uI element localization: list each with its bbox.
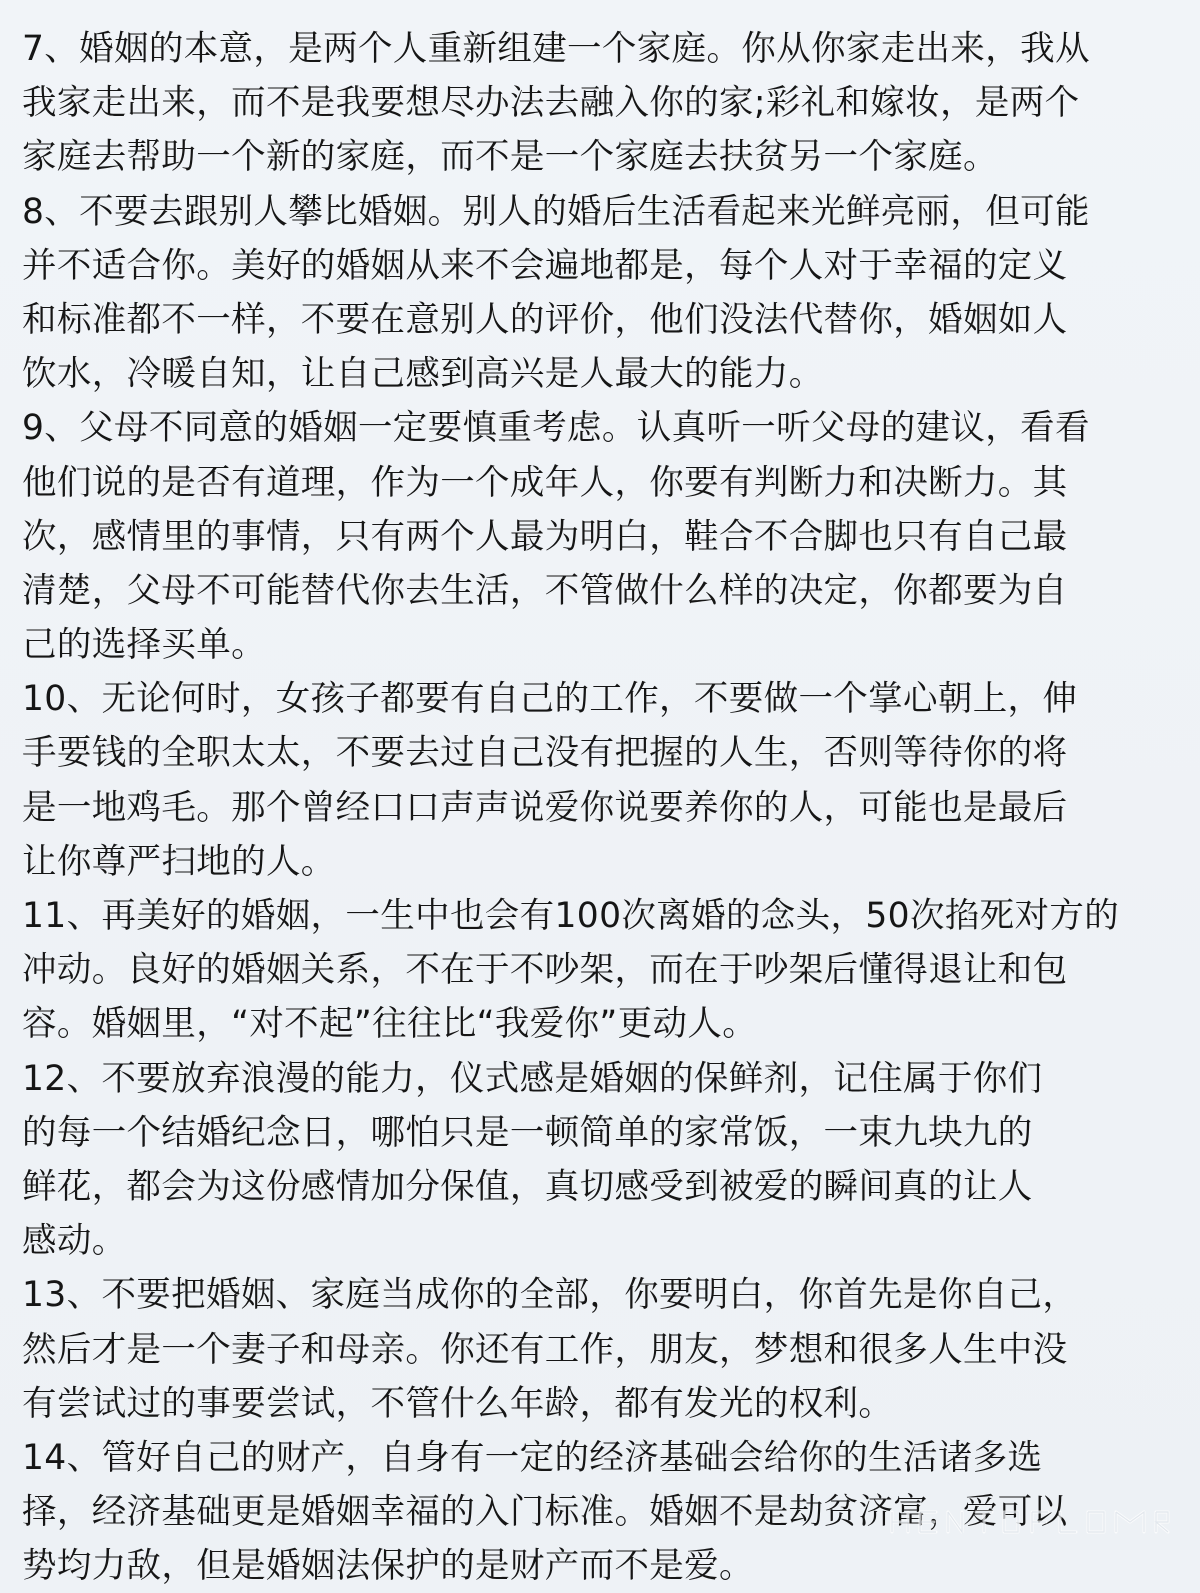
text-line: 感动。 bbox=[22, 1221, 127, 1262]
text-line: 然后才是一个妻子和母亲。你还有工作，朋友，梦想和很多人生中没 bbox=[22, 1329, 1068, 1370]
text-line: 是一地鸡毛。那个曾经口口声声说爱你说要养你的人，可能也是最后 bbox=[22, 787, 1068, 828]
text-line: 他们说的是否有道理，作为一个成年人，你要有判断力和决断力。其 bbox=[22, 462, 1068, 503]
paragraph-8 bbox=[22, 185, 1178, 402]
text-line: 势均力敌，但是婚姻法保护的是财产而不是爱。 bbox=[22, 1546, 754, 1587]
text-line: 13、不要把婚姻、家庭当成你的全部，你要明白，你首先是你自己， bbox=[22, 1275, 1078, 1316]
text-line: 次，感情里的事情，只有两个人最为明白，鞋合不合脚也只有自己最 bbox=[22, 516, 1068, 557]
paragraph-12 bbox=[22, 1052, 1178, 1269]
paragraph-13 bbox=[22, 1268, 1178, 1431]
text-line: 手要钱的全职太太，不要去过自己没有把握的人生，否则等待你的将 bbox=[22, 733, 1068, 774]
text-line: 饮水，冷暖自知，让自己感到高兴是人最大的能力。 bbox=[22, 354, 824, 395]
text-line: 冲动。良好的婚姻关系，不在于不吵架，而在于吵架后懂得退让和包 bbox=[22, 950, 1068, 991]
text-line: 8、不要去跟别人攀比婚姻。别人的婚后生活看起来光鲜亮丽，但可能 bbox=[22, 191, 1090, 232]
text-line: 家庭去帮助一个新的家庭，而不是一个家庭去扶贫另一个家庭。 bbox=[22, 137, 998, 178]
text-line: 有尝试过的事要尝试，不管什么年龄，都有发光的权利。 bbox=[22, 1383, 894, 1424]
text-line: 容。婚姻里，“对不起”往往比“我爱你”更动人。 bbox=[22, 1004, 758, 1045]
text-line: 11、再美好的婚姻，一生中也会有100次离婚的念头，50次掐死对方的 bbox=[22, 896, 1120, 936]
text-line: 14、管好自己的财产，自身有一定的经济基础会给你的生活诸多选 bbox=[22, 1437, 1043, 1478]
paragraph-9 bbox=[22, 401, 1178, 672]
text-line: 9、父母不同意的婚姻一定要慎重考虑。认真听一听父母的建议，看看 bbox=[22, 408, 1090, 449]
text-line: 让你尊严扫地的人。 bbox=[22, 841, 336, 882]
text-line: 和标准都不一样，不要在意别人的评价，他们没法代替你，婚姻如人 bbox=[22, 299, 1068, 340]
text-line: 鲜花，都会为这份感情加分保值，真切感受到被爱的瞬间真的让人 bbox=[22, 1166, 1033, 1207]
text-line: 己的选择买单。 bbox=[22, 625, 266, 666]
text-line: 12、不要放弃浪漫的能力，仪式感是婚姻的保鲜剂，记住属于你们 bbox=[22, 1058, 1043, 1099]
text-line: 7、婚姻的本意，是两个人重新组建一个家庭。你从你家走出来，我从 bbox=[22, 29, 1090, 69]
watermark-logo-icon bbox=[884, 1504, 1174, 1538]
article-body bbox=[22, 22, 1178, 1593]
paragraph-11 bbox=[22, 889, 1178, 1052]
text-line: 我家走出来，而不是我要想尽办法去融入你的家;彩礼和嫁妆，是两个 bbox=[22, 83, 1080, 124]
text-line: 择，经济基础更是婚姻幸福的入门标准。婚姻不是劫贫济富，爱可以 bbox=[22, 1492, 1068, 1533]
paragraph-10 bbox=[22, 672, 1178, 889]
text-line: 的每一个结婚纪念日，哪怕只是一顿简单的家常饭，一束九块九的 bbox=[22, 1112, 1033, 1153]
text-line: 清楚，父母不可能替代你去生活，不管做什么样的决定，你都要为自 bbox=[22, 570, 1068, 611]
text-line: 并不适合你。美好的婚姻从来不会遍地都是，每个人对于幸福的定义 bbox=[22, 245, 1068, 286]
paragraph-7 bbox=[22, 22, 1178, 185]
text-line: 10、无论何时，女孩子都要有自己的工作，不要做一个掌心朝上，伸 bbox=[22, 679, 1078, 720]
